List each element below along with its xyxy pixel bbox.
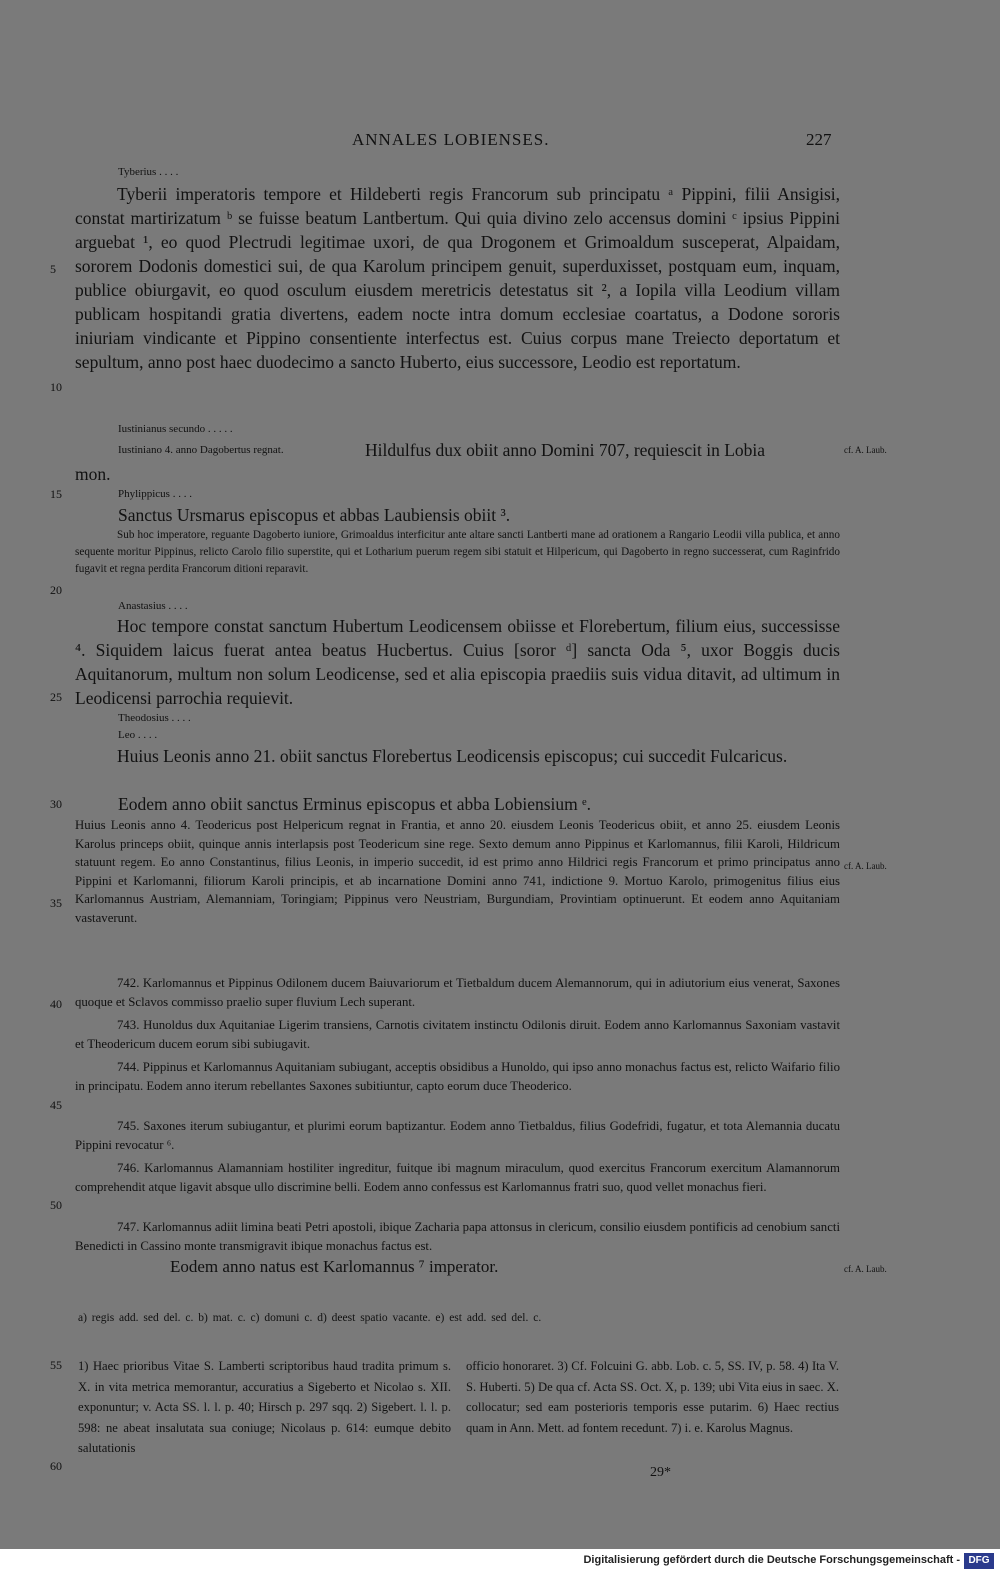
footnotes-right-column: officio honoraret. 3) Cf. Folcuini G. abb. Lob. c. 5, SS. IV, p. 58. 4) Ita V. S. Huberti. 5) De qua cf. Acta SS. Oct. X, p. 139; ubi Vita eius in saec. X. collocatur; sed eam posterioris temporis esse putarim. 6) Haec rectius quam in Ann. Mett. ad fontem recedunt. 7) i. e. Karolus Magnus. xyxy=(466,1359,839,1435)
emperor-label-phylippicus: Phylippicus . . . . xyxy=(118,488,192,500)
margin-note-1: cf. A. Laub. xyxy=(844,445,887,455)
line-number: 5 xyxy=(50,262,56,276)
line-number: 35 xyxy=(50,896,62,910)
paragraph-hildulfus: Hildulfus dux obiit anno Domini 707, requiescit in Lobia xyxy=(365,440,766,460)
paragraph-erminus: Eodem anno obiit sanctus Erminus episcopus et abba Lobiensium ᵉ. xyxy=(118,794,592,814)
footnotes-left-column: 1) Haec prioribus Vitae S. Lamberti scriptoribus haud tradita primum s. X. in vita metrica memorantur, accuratius a Sigeberto et Nicolao s. XII. exponuntur; v. Acta SS. l. l. p. 40; Hirsch p. 297 sqq. 2) Sigebert. l. l. p. 598: ne abeat insalutata sua coniuge; Nicolaus p. 614: eumque debito salutationis xyxy=(78,1359,451,1455)
digitization-footer xyxy=(0,1549,1000,1574)
line-number: 30 xyxy=(50,797,62,811)
emperor-label-theodosius: Theodosius . . . . xyxy=(118,712,191,724)
paragraph-florebertus: Huius Leonis anno 21. obiit sanctus Florebertus Leodicensis episcopus; cui succedit Fulcaricus. xyxy=(117,746,788,766)
paragraph-teodericus: Huius Leonis anno 4. Teodericus post Helpericum regnat in Frantia, et anno 20. eiusdem Leonis Teodericus obiit, et anno 25. eiusdem Leonis Karolus princeps obiit, quinque annis interlapsis post Teodericum sine rege. Sexto demum anno Pippinus et Karlomannus, filii Karoli, Hildricum statuunt regem. Eo anno Constantinus, filius Leonis, in imperio succedit, id est primo anno Hildrici regis Francorum et primo principatus anno Pippini et Karlomanni, filiorum Karoli principis, et ab incarnatione Domini anno 741, indictione 9. Mortuo Karolo, primogenitus filius eius Karlomannus Austriam, Alemanniam, Toringiam; Pippinus vero Neustriam, Burgundiam, Provintiam optinuerunt. Et eodem anno Aquitaniam vastaverunt. xyxy=(75,818,840,925)
line-number: 10 xyxy=(50,380,62,394)
line-number: 20 xyxy=(50,583,62,597)
margin-note-3: cf. A. Laub. xyxy=(844,1264,887,1274)
annal-744: 744. Pippinus et Karlomannus Aquitaniam subiugant, acceptis obsidibus a Hunoldo, qui ipso anno monachus factus est, relicto Waifario filio in principatu. Eodem anno iterum rebellantes Saxones subitiuntur, capto eorum duce Theoderico. xyxy=(75,1060,840,1093)
line-number: 55 xyxy=(50,1358,62,1372)
line-number: 25 xyxy=(50,690,62,704)
emperor-label-iustiniano: Iustiniano 4. anno Dagobertus regnat. xyxy=(118,444,284,456)
margin-note-2: cf. A. Laub. xyxy=(844,861,887,871)
emperor-label-anastasius: Anastasius . . . . xyxy=(118,600,188,612)
line-number: 60 xyxy=(50,1459,62,1473)
emperor-label-tiberius: Tyberius . . . . xyxy=(118,166,179,178)
paragraph-hildulfus-tail: mon. xyxy=(75,464,111,484)
running-title: ANNALES LOBIENSES. xyxy=(352,130,550,149)
line-number: 40 xyxy=(50,997,62,1011)
paragraph-ursmarus: Sanctus Ursmarus episcopus et abbas Laubiensis obiit ³. xyxy=(118,505,511,525)
annal-745: 745. Saxones iterum subiugantur, et plurimi eorum baptizantur. Eodem anno Tietbaldus, filius Godefridi, fugatur, et tota Alemannia ducatu Pippini revocatur ⁶. xyxy=(75,1119,840,1152)
annal-742: 742. Karlomannus et Pippinus Odilonem ducem Baiuvariorum et Tietbaldum ducem Alemannorum, qui in adiutorium eius venerat, Saxones quoque et Sclavos commisso praelio super fluvium Lech superant. xyxy=(75,976,840,1009)
annal-743: 743. Hunoldus dux Aquitaniae Ligerim transiens, Carnotis civitatem instinctu Odilonis diruit. Eodem anno Karlomannus Saxoniam vastavit et Theodericum ducem eorum sibi subiugavit. xyxy=(75,1018,840,1051)
dfg-logo-icon: DFG xyxy=(964,1553,994,1569)
paragraph-lantbert: Tyberii imperatoris tempore et Hildeberti regis Francorum sub principatu ᵃ Pippini, filii Ansigisi, constat martirizatum ᵇ se fuisse beatum Lantbertum. Qui quia divino zelo accensus domini ᶜ ipsius Pippini arguebat ¹, eo quod Plectrudi legitimae uxori, de qua Drogonem et Grimoaldum susceperat, Alpaidam, sororem Dodonis domestici sui, de qua Karolum principem genuit, superduxisset, postquam eum, inquam, publice obiurgavit, eo quod osculum eiusdem meretricis detestatus sit ², a Iopila villa Leodium villam publicam hospitandi gratia divertens, eadem nocte intra domum ecclesiae coartatus, a Dodone sororis iniuriam vindicante et Pippino consentiente interfectus est. Cuius corpus mane Treiecto deportatum et sepultum, anno post haec duodecimo a sancto Huberto, eius successore, Leodio est reportatum. xyxy=(75,184,840,372)
signature-mark: 29* xyxy=(650,1465,671,1480)
emperor-label-leo: Leo . . . . xyxy=(118,729,158,741)
footer-credit: Digitalisierung gefördert durch die Deutsche Forschungsgemeinschaft - xyxy=(583,1554,960,1566)
paragraph-hubertus: Hoc tempore constat sanctum Hubertum Leodicensem obiisse et Florebertum, filium eius, successisse ⁴. Siquidem laicus fuerat antea beatus Hucbertus. Cuius [soror ᵈ] sancta Oda ⁵, uxor Boggis ducis Aquitanorum, multum non solum Leodicense, sed et alia episcopia praediis suis vidua ditavit, ad ultimum in Leodicensi parrochia requievit. xyxy=(75,616,840,708)
apparatus-criticus: a) regis add. sed del. c. b) mat. c. c) domuni c. d) deest spatio vacante. e) est add. sed del. c. xyxy=(78,1312,542,1324)
annal-747: 747. Karlomannus adiit limina beati Petri apostoli, ibique Zacharia papa attonsus in clericum, consilio eiusdem pontificis ad cenobium sancti Benedicti in Cassino monte transmigravit ibique monachus factus est. xyxy=(75,1220,840,1253)
line-number: 45 xyxy=(50,1098,62,1112)
page-number: 227 xyxy=(806,130,832,149)
line-number: 15 xyxy=(50,487,62,501)
emperor-label-iustinianus: Iustinianus secundo . . . . . xyxy=(118,423,233,435)
annal-746: 746. Karlomannus Alamanniam hostiliter ingreditur, fuitque ibi magnum miraculum, quod exercitus Francorum exercitum Alamannorum comprehendit atque ligavit absque ullo discrimine belli. Eodem anno confessus est Karlomannus fratri suo, quod vellet monachus fieri. xyxy=(75,1161,840,1194)
annal-747-karlomannus: Eodem anno natus est Karlomannus ⁷ imperator. xyxy=(170,1257,499,1276)
paragraph-grimoaldus: Sub hoc imperatore, reguante Dagoberto iuniore, Grimoaldus interficitur ante altare sancti Lantberti mane ad orationem a Rangario Leodii villa publica, et anno sequente moritur Pippinus, relicto Carolo filio superstite, qui et Lotharium puerum regem sibi statuit et Hilpericum, qui Dagoberto in regno successerat, cum Raginfrido fugavit et regna perdita Francorum ditioni reparavit. xyxy=(75,529,840,575)
line-number: 50 xyxy=(50,1198,62,1212)
